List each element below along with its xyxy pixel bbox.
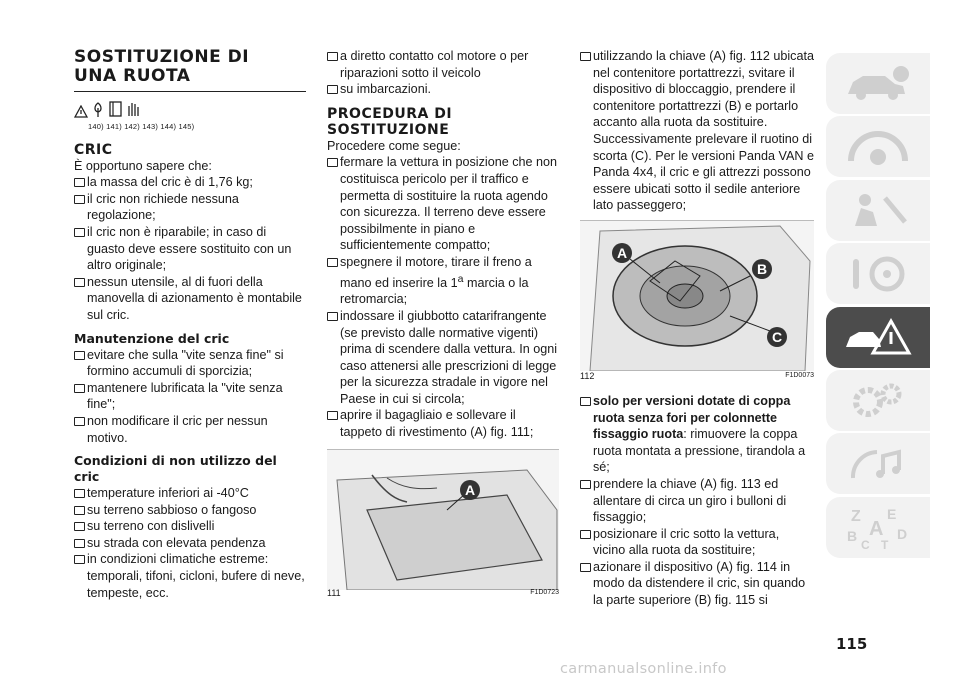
tab-maintenance[interactable] [826, 370, 930, 431]
maintenance-heading: Manutenzione del cric [74, 330, 230, 346]
label-a: A [616, 244, 628, 261]
list-item: su strada con elevata pendenza [74, 535, 306, 552]
list-item: utilizzando la chiave (A) fig. 112 ubicata nel contenitore portattrezzi, svitare il dispositivo di bloccaggio, prendere il contenitore portattrezzi (B) e portarlo accanto alla ruota da sostituire. Successivamente prelevare il ruotino di scorta (C). Per le versioni Panda VAN e Panda 4x4, il cric e gli attrezzi possono essere ubicati sotto il sedile anteriore lato passeggero; [580, 48, 814, 214]
list-item: in condizioni climatiche estreme: temporali, tifoni, cicloni, bufere di neve, tempeste, ecc. [74, 551, 306, 601]
dashboard-icon [843, 127, 913, 167]
svg-text:T: T [881, 538, 889, 552]
tab-dashboard[interactable] [826, 116, 930, 177]
tab-emergency[interactable] [826, 307, 930, 368]
warning-triangle-icon [74, 105, 88, 118]
title-rule [74, 91, 306, 92]
procedure-intro: Procedere come segue: [327, 138, 461, 153]
list-item: evitare che sulla "vite senza fine" si formino accumuli di sporcizia; [74, 347, 306, 380]
label-b: B [756, 260, 768, 277]
figure-number: 111 [327, 588, 341, 599]
page-number: 115 [836, 635, 868, 653]
svg-text:D: D [897, 526, 908, 543]
column-2 [327, 48, 559, 604]
list-item: azionare il dispositivo (A) fig. 114 in modo da distendere il cric, sin quando la parte superiore (B) fig. 115 si [580, 559, 814, 609]
warning-icons [74, 96, 306, 118]
emergency-icon [843, 317, 913, 357]
maintenance-gears-icon [843, 380, 913, 420]
list-item: solo per versioni dotate di coppa ruota senza fori per colonnette fissaggio ruota: rimuovere la coppa ruota montata a pressione, tirandola a sé; [580, 393, 814, 476]
tab-index[interactable] [826, 497, 930, 558]
book-icon [108, 100, 124, 118]
list-item: posizionare il cric sotto la vettura, vicino alla ruota da sostituire; [580, 526, 814, 559]
list-item: nessun utensile, al di fuori della manovella di azionamento è montabile sul cric. [74, 274, 306, 324]
list-item: a diretto contatto col motore o per riparazioni sotto il veicolo [327, 48, 559, 81]
svg-text:E: E [887, 506, 897, 523]
safety-airbag-icon [843, 190, 913, 230]
svg-text:Z: Z [851, 508, 861, 526]
column-1 [74, 48, 306, 601]
list-item: prendere la chiave (A) fig. 113 ed allentare di circa un giro i bulloni di fissaggio; [580, 476, 814, 526]
list-item: su terreno con dislivelli [74, 518, 306, 535]
warning-references: 140) 141) 142) 143) 144) 145) [88, 122, 195, 131]
cric-heading: CRIC [74, 141, 113, 158]
list-item: su imbarcazioni. [327, 81, 559, 98]
label-c: C [771, 328, 783, 345]
section-title: SOSTITUZIONE DI UNA RUOTA [74, 47, 250, 86]
list-item: mantenere lubrificata la "vite senza fine"; [74, 380, 306, 413]
index-alphabet-icon [843, 503, 913, 551]
svg-text:A: A [869, 518, 884, 541]
tab-car-info[interactable] [826, 53, 930, 114]
car-info-icon [843, 64, 913, 104]
list-item: il cric non richiede nessuna regolazione; [74, 191, 306, 224]
figure-code: F1D0723 [530, 589, 559, 597]
watermark: carmanualsonline.info [560, 661, 727, 677]
svg-text:B: B [847, 528, 858, 545]
tab-multimedia[interactable] [826, 433, 930, 494]
column-3 [580, 48, 814, 609]
list-item: indossare il giubbotto catarifrangente (se previsto dalle normative vigenti) prima di scendere dalla vettura. In ogni caso attenersi alle prescrizioni di legge per la sicurezza stradale in vigore nel Paese in cui si circola; [327, 308, 559, 408]
list-item: spegnere il motore, tirare il freno a mano ed inserire la 1$^a$ marcia o la retromarcia; [327, 254, 559, 308]
list-item: fermare la vettura in posizione che non costituisca pericolo per il traffico e permetta di sostituire la ruota agendo con sicurezza. Il terreno deve essere possibilmente in piano e sufficientemente compatto; [327, 154, 559, 254]
list-item: la massa del cric è di 1,76 kg; [74, 174, 306, 191]
cric-intro: È opportuno sapere che: [74, 158, 212, 173]
list-item: aprire il bagagliaio e sollevare il tappeto di rivestimento (A) fig. 111; [327, 407, 559, 440]
label-a: A [464, 481, 476, 498]
multimedia-icon [843, 444, 913, 484]
steering-start-icon [843, 254, 913, 294]
list-item: temperature inferiori ai -40°C [74, 485, 306, 502]
trunk-illustration [327, 450, 559, 590]
figure-number: 112 [580, 371, 595, 382]
hand-icon [127, 100, 139, 118]
procedure-heading: PROCEDURA DI SOSTITUZIONE [327, 105, 453, 138]
tree-leaf-icon [91, 100, 105, 118]
spare-wheel-illustration [580, 221, 814, 371]
list-item: su terreno sabbioso o fangoso [74, 502, 306, 519]
figure-112 [580, 220, 814, 387]
figure-code: F1D0073 [785, 372, 814, 380]
figure-111 [327, 449, 559, 604]
tab-starting[interactable] [826, 243, 930, 304]
conditions-heading: Condizioni di non utilizzo del cric [74, 453, 277, 485]
tab-safety[interactable] [826, 180, 930, 241]
list-item: non modificare il cric per nessun motivo. [74, 413, 306, 446]
svg-text:C: C [861, 538, 870, 552]
list-item: il cric non è riparabile; in caso di guasto deve essere sostituito con un altro originale; [74, 224, 306, 274]
chapter-sidebar [826, 53, 930, 560]
